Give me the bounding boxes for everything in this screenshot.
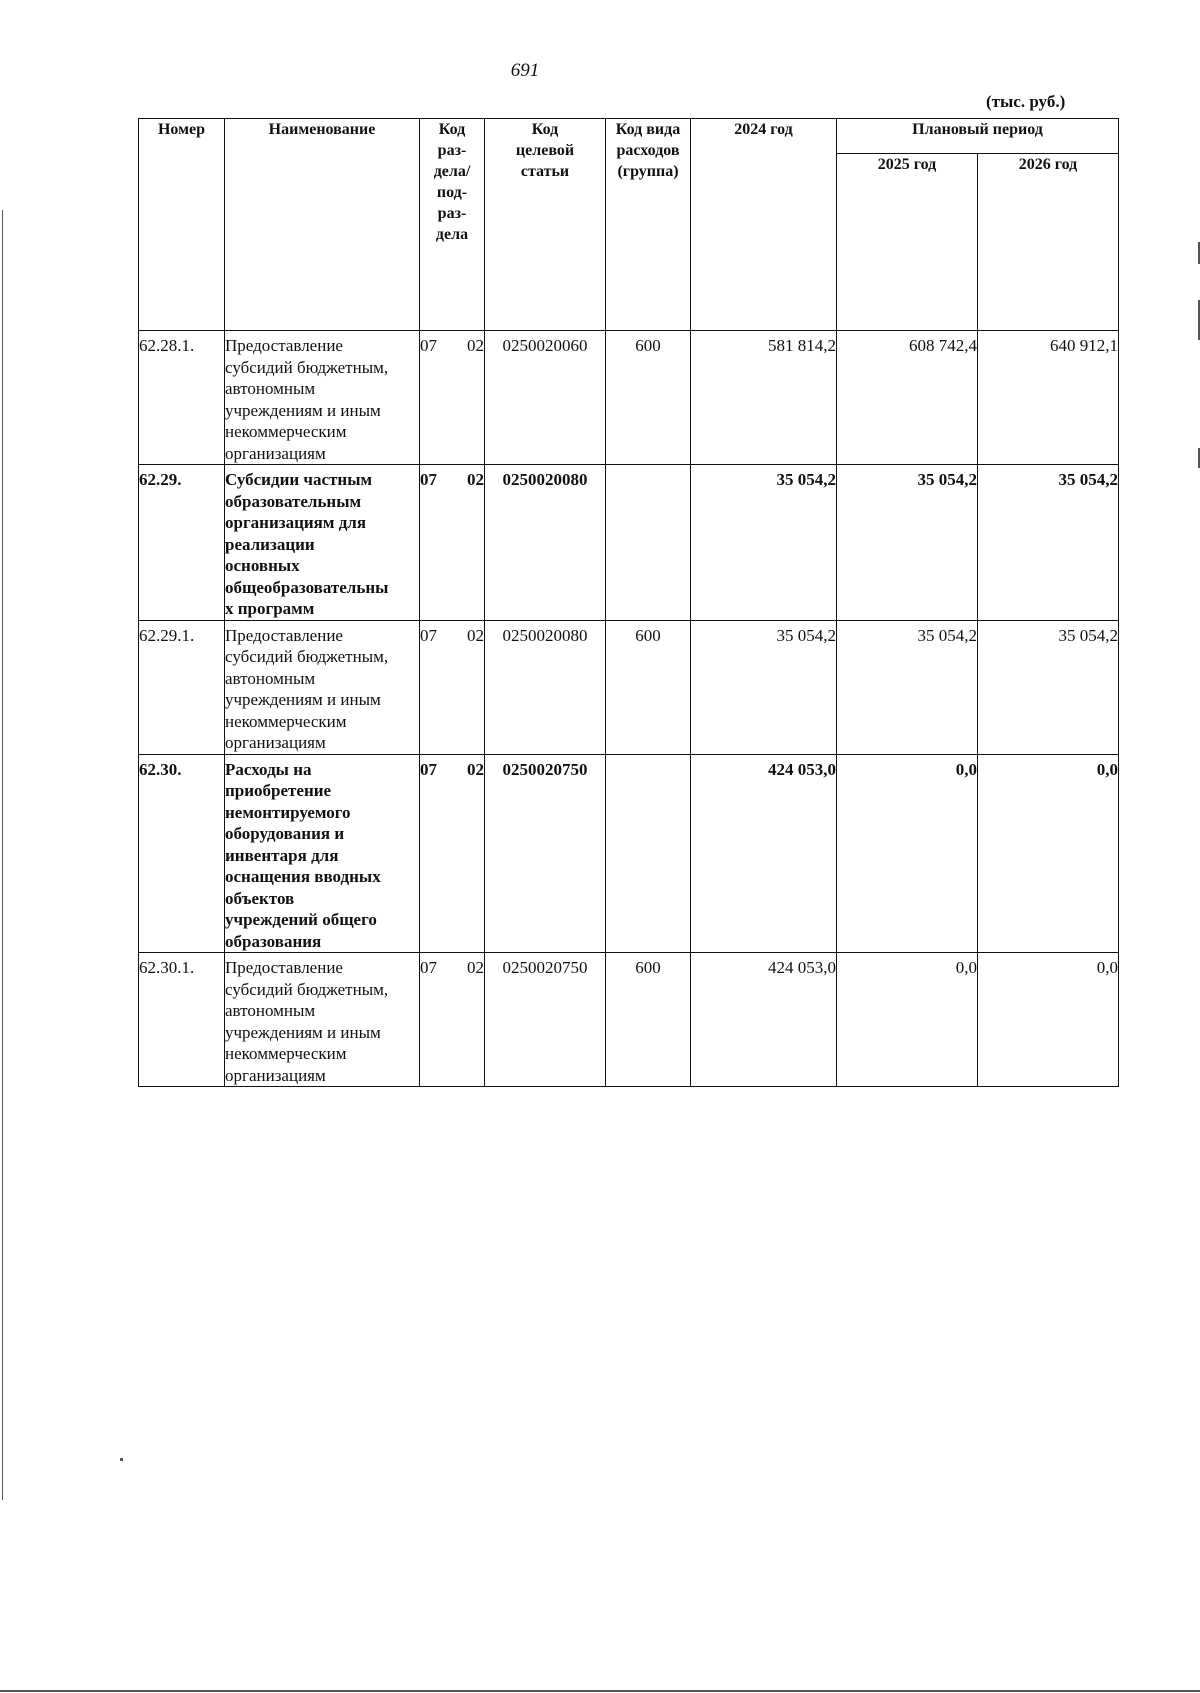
header-expense-type: Код вида расходов (группа) — [606, 119, 691, 331]
row-expense-type: 600 — [606, 620, 691, 754]
row-amount-2024: 581 814,2 — [691, 331, 837, 465]
row-amount-2026: 35 054,2 — [978, 465, 1119, 621]
header-name: Наименование — [225, 119, 420, 331]
row-expense-type: 600 — [606, 331, 691, 465]
scan-edge-mark — [2, 210, 3, 1500]
row-number: 62.30. — [139, 754, 225, 953]
row-amount-2024: 424 053,0 — [691, 754, 837, 953]
row-amount-2026: 35 054,2 — [978, 620, 1119, 754]
scan-dot — [120, 1458, 123, 1461]
row-number: 62.30.1. — [139, 953, 225, 1087]
row-expense-type — [606, 465, 691, 621]
row-amount-2026: 0,0 — [978, 754, 1119, 953]
row-target-code: 0250020080 — [485, 620, 606, 754]
header-year-2024: 2024 год — [691, 119, 837, 331]
table-row — [139, 331, 1119, 465]
units-label: (тыс. руб.) — [986, 92, 1066, 111]
row-target-code: 0250020750 — [485, 953, 606, 1087]
row-amount-2024: 424 053,0 — [691, 953, 837, 1087]
header-year-2025: 2025 год — [837, 154, 978, 331]
row-amount-2025: 35 054,2 — [837, 465, 978, 621]
budget-table — [138, 118, 1119, 1087]
header-year-2026: 2026 год — [978, 154, 1119, 331]
row-expense-type — [606, 754, 691, 953]
table-row — [139, 465, 1119, 621]
table-row — [139, 620, 1119, 754]
row-target-code: 0250020750 — [485, 754, 606, 953]
row-number: 62.29.1. — [139, 620, 225, 754]
row-expense-type: 600 — [606, 953, 691, 1087]
row-name: Расходы на приобретение немонтируемого оборудования и инвентаря для оснащения вводных объектов учреждений общего образования — [225, 754, 420, 953]
row-amount-2025: 35 054,2 — [837, 620, 978, 754]
row-section-code: 07 02 — [420, 465, 485, 621]
row-section-code: 07 02 — [420, 331, 485, 465]
header-section-code: Код раз- дела/ под- раз- дела — [420, 119, 485, 331]
row-target-code: 0250020080 — [485, 465, 606, 621]
row-section-code: 07 02 — [420, 953, 485, 1087]
row-target-code: 0250020060 — [485, 331, 606, 465]
row-section-code: 07 02 — [420, 620, 485, 754]
row-name: Предоставление субсидий бюджетным, автономным учреждениям и иным некоммерческим организациям — [225, 331, 420, 465]
table-row — [139, 953, 1119, 1087]
table-row — [139, 754, 1119, 953]
row-amount-2025: 0,0 — [837, 953, 978, 1087]
row-amount-2025: 608 742,4 — [837, 331, 978, 465]
row-number: 62.29. — [139, 465, 225, 621]
header-number: Номер — [139, 119, 225, 331]
row-section-code: 07 02 — [420, 754, 485, 953]
row-name: Субсидии частным образовательным организациям для реализации основных общеобразовательны х программ — [225, 465, 420, 621]
row-number: 62.28.1. — [139, 331, 225, 465]
scan-bottom-line — [0, 1690, 1200, 1692]
row-name: Предоставление субсидий бюджетным, автономным учреждениям и иным некоммерческим организациям — [225, 953, 420, 1087]
row-amount-2025: 0,0 — [837, 754, 978, 953]
row-name: Предоставление субсидий бюджетным, автономным учреждениям и иным некоммерческим организациям — [225, 620, 420, 754]
row-amount-2026: 0,0 — [978, 953, 1119, 1087]
page-number: 691 — [510, 60, 540, 81]
row-amount-2024: 35 054,2 — [691, 465, 837, 621]
header-planned-period: Плановый период — [837, 119, 1119, 154]
row-amount-2024: 35 054,2 — [691, 620, 837, 754]
row-amount-2026: 640 912,1 — [978, 331, 1119, 465]
header-target-code: Код целевой статьи — [485, 119, 606, 331]
